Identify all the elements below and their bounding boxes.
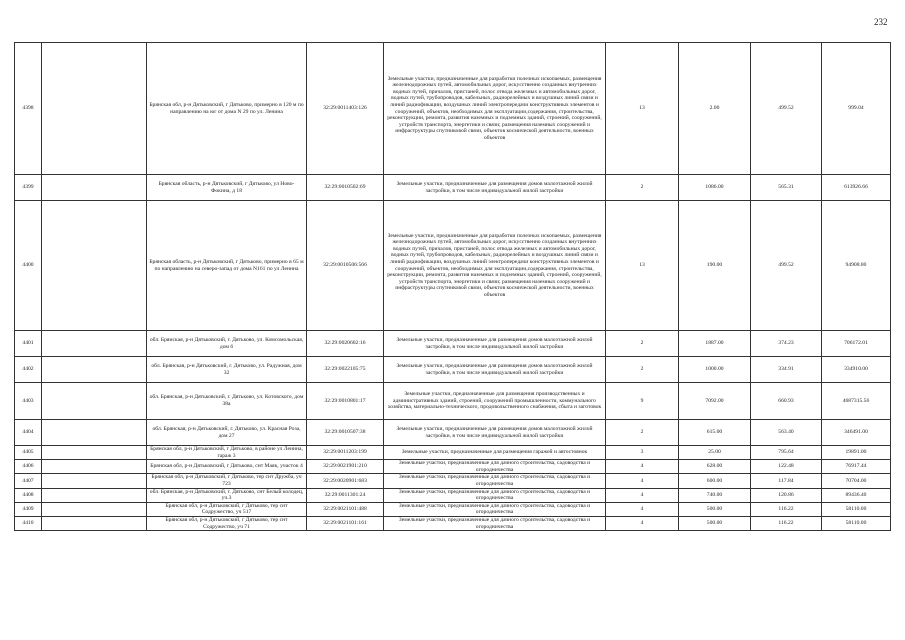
row-number-cell: 4401 <box>15 331 42 357</box>
permitted-use-cell: Земельные участки, предназначенные для размещения домов малоэтажной жилой застройки, в том числе индивидуальной жилой застройки <box>384 357 606 383</box>
permitted-use-cell: Земельные участки, предназначенные для дачного строительства, садоводства и огородничества <box>384 516 606 530</box>
cadastral-value-cell: 706172.01 <box>822 331 891 357</box>
table-row <box>15 474 891 488</box>
row-number-cell: 4398 <box>15 43 42 175</box>
table-row <box>15 460 891 474</box>
row-number-cell: 4402 <box>15 357 42 383</box>
row-number-cell: 4399 <box>15 175 42 201</box>
unit-value-cell: 117.84 <box>751 474 822 488</box>
cadastral-number-cell: 32:29:0020901:683 <box>307 474 384 488</box>
unit-value-cell: 334.91 <box>751 357 822 383</box>
cadastral-number-cell: 32:29:0021101:488 <box>307 502 384 516</box>
empty-cell <box>42 175 147 201</box>
area-cell: 500.00 <box>679 502 751 516</box>
land-registry-table <box>14 42 891 531</box>
cadastral-number-cell: 32:29:0011403:126 <box>307 43 384 175</box>
cadastral-number-cell: 32:29:0010507:38 <box>307 420 384 446</box>
empty-cell <box>42 357 147 383</box>
address-cell: обл. Брянская, р-н Дятьковский, г. Дятьково, ул. Радужная, дом 32 <box>147 357 307 383</box>
address-cell: обл. Брянская, р-н Дятьковский, г. Дятьково, ул. Котовского, дом 38а <box>147 383 307 420</box>
unit-value-cell: 499.52 <box>751 201 822 331</box>
permitted-use-cell: Земельные участки, предназначенные для дачного строительства, садоводства и огородничества <box>384 474 606 488</box>
permitted-use-cell: Земельные участки, предназначенные для дачного строительства, садоводства и огородничества <box>384 460 606 474</box>
table-row <box>15 357 891 383</box>
area-cell: 615.00 <box>679 420 751 446</box>
empty-cell <box>42 201 147 331</box>
row-number-cell: 4407 <box>15 474 42 488</box>
permitted-use-cell: Земельные участки, предназначенные для дачного строительства, садоводства и огородничества <box>384 488 606 502</box>
permitted-use-cell: Земельные участки, предназначенные для разработки полезных ископаемых, размещения железнодорожных путей, автомобильных дорог, искусственно созданных внутренних водных путей, причалов, пристаней, полос отвода железных и автомобильных дорог, водных путей, трубопроводов, кабельных, радиорелейных и воздушных линий связи и линий радиофикации, воздушных линий электропередачи конструктивных элементов и сооружений, объектов, необходимых для эксплуатации,содержания, строительства, реконструкции, ремонта, развития наземных и подземных зданий, строений, сооружений, устройств транспорта, энергетики и связи; размещения наземных сооружений и инфраструктуры спутниковой связи, объектов космической деятельности, военных объектов <box>384 43 606 175</box>
use-group-cell: 2 <box>606 331 679 357</box>
empty-cell <box>42 446 147 460</box>
cadastral-number-cell: 32:29:0022105:75 <box>307 357 384 383</box>
empty-cell <box>42 502 147 516</box>
use-group-cell: 13 <box>606 201 679 331</box>
cadastral-value-cell: 4687315.56 <box>822 383 891 420</box>
unit-value-cell: 499.52 <box>751 43 822 175</box>
address-cell: Брянская обл, р-н Дятьковский, г Дятьково, снт Маяк, участок 4 <box>147 460 307 474</box>
row-number-cell: 4404 <box>15 420 42 446</box>
cadastral-number-cell: 32:29:0010502:69 <box>307 175 384 201</box>
row-number-cell: 4410 <box>15 516 42 530</box>
table-row <box>15 201 891 331</box>
row-number-cell: 4405 <box>15 446 42 460</box>
unit-value-cell: 374.23 <box>751 331 822 357</box>
empty-cell <box>42 331 147 357</box>
cadastral-value-cell: 89436.40 <box>822 488 891 502</box>
table-row <box>15 43 891 175</box>
cadastral-number-cell: 32:29:0010801:17 <box>307 383 384 420</box>
table-row <box>15 488 891 502</box>
permitted-use-cell: Земельные участки, предназначенные для размещения домов малоэтажной жилой застройки, в том числе индивидуальной жилой застройки <box>384 420 606 446</box>
unit-value-cell: 565.31 <box>751 175 822 201</box>
address-cell: Брянская область, р-н Дятьковский, г Дятьково, примерно в 65 м по направлению на северо-запад от дома N161 по ул Ленина <box>147 201 307 331</box>
cadastral-value-cell: 346491.00 <box>822 420 891 446</box>
row-number-cell: 4408 <box>15 488 42 502</box>
unit-value-cell: 122.48 <box>751 460 822 474</box>
address-cell: Брянская обл, р-н Дятьковский, г Дятьково, тер снт Содружество, уч 71 <box>147 516 307 530</box>
row-number-cell: 4403 <box>15 383 42 420</box>
area-cell: 7092.00 <box>679 383 751 420</box>
cadastral-value-cell: 613926.66 <box>822 175 891 201</box>
address-cell: обл. Брянская, р-н Дятьковский, г. Дятьково, ул. Комсомольская, дом 6 <box>147 331 307 357</box>
address-cell: Брянская обл, р-н Дятьковский, г Дятьково, тер снт Содружество, уч 517 <box>147 502 307 516</box>
cadastral-number-cell: 32:29:0021901:210 <box>307 460 384 474</box>
table-row <box>15 383 891 420</box>
table-row <box>15 420 891 446</box>
unit-value-cell: 116.22 <box>751 516 822 530</box>
table-body <box>15 43 891 531</box>
empty-cell <box>42 516 147 530</box>
area-cell: 1887.00 <box>679 331 751 357</box>
empty-cell <box>42 488 147 502</box>
use-group-cell: 4 <box>606 460 679 474</box>
area-cell: 600.00 <box>679 474 751 488</box>
address-cell: Брянская область, р-н Дятьковский, г Дятьково, ул Ново-Фокина, д 18 <box>147 175 307 201</box>
area-cell: 628.00 <box>679 460 751 474</box>
area-cell: 1000.00 <box>679 357 751 383</box>
cadastral-number-cell: 32:29:0020602:16 <box>307 331 384 357</box>
row-number-cell: 4409 <box>15 502 42 516</box>
area-cell: 500.00 <box>679 516 751 530</box>
cadastral-value-cell: 94908.80 <box>822 201 891 331</box>
empty-cell <box>42 43 147 175</box>
permitted-use-cell: Земельные участки, предназначенные для размещения производственных и административных зданий, строений, сооружений промышленности, коммунального хозяйства, материально-технического, продовольственного снабжения, сбыта и заготовок <box>384 383 606 420</box>
address-cell: Брянская обл, р-н Дятьковский, г Дятьково, тер снт Дружба, уч 723 <box>147 474 307 488</box>
cadastral-value-cell: 999.04 <box>822 43 891 175</box>
empty-cell <box>42 460 147 474</box>
use-group-cell: 4 <box>606 502 679 516</box>
table-row <box>15 446 891 460</box>
cadastral-value-cell: 76917.44 <box>822 460 891 474</box>
permitted-use-cell: Земельные участки, предназначенные для дачного строительства, садоводства и огородничества <box>384 502 606 516</box>
use-group-cell: 4 <box>606 516 679 530</box>
address-cell: обл. Брянская, р-н Дятьковский, г. Дятьково, снт Белый колодец, уч.3 <box>147 488 307 502</box>
use-group-cell: 2 <box>606 420 679 446</box>
use-group-cell: 9 <box>606 383 679 420</box>
cadastral-value-cell: 58110.00 <box>822 502 891 516</box>
unit-value-cell: 116.22 <box>751 502 822 516</box>
area-cell: 25.00 <box>679 446 751 460</box>
row-number-cell: 4400 <box>15 201 42 331</box>
empty-cell <box>42 474 147 488</box>
table-row <box>15 175 891 201</box>
cadastral-number-cell: 32:29:0021101:161 <box>307 516 384 530</box>
row-number-cell: 4406 <box>15 460 42 474</box>
permitted-use-cell: Земельные участки, предназначенные для размещения гаражей и автостоянок <box>384 446 606 460</box>
unit-value-cell: 120.86 <box>751 488 822 502</box>
area-cell: 190.00 <box>679 201 751 331</box>
use-group-cell: 13 <box>606 43 679 175</box>
cadastral-value-cell: 19891.00 <box>822 446 891 460</box>
cadastral-number-cell: 32:29:0010506:566 <box>307 201 384 331</box>
area-cell: 740.00 <box>679 488 751 502</box>
permitted-use-cell: Земельные участки, предназначенные для разработки полезных ископаемых, размещения железнодорожных путей, автомобильных дорог, искусственно созданных внутренних водных путей, причалов, пристаней, полос отвода железных и автомобильных дорог, водных путей, трубопроводов, кабельных, радиорелейных и воздушных линий связи и линий радиофикации, воздушных линий электропередачи конструктивных элементов и сооружений, объектов, необходимых для эксплуатации,содержания, строительства, реконструкции, ремонта, развития наземных и подземных зданий, строений, сооружений, устройств транспорта, энергетики и связи; размещения наземных сооружений и инфраструктуры спутниковой связи, объектов космической деятельности, военных объектов <box>384 201 606 331</box>
permitted-use-cell: Земельные участки, предназначенные для размещения домов малоэтажной жилой застройки, в том числе индивидуальной жилой застройки <box>384 175 606 201</box>
use-group-cell: 2 <box>606 357 679 383</box>
table-row <box>15 502 891 516</box>
cadastral-value-cell: 334910.00 <box>822 357 891 383</box>
use-group-cell: 2 <box>606 175 679 201</box>
area-cell: 1086.00 <box>679 175 751 201</box>
table-row <box>15 516 891 530</box>
use-group-cell: 4 <box>606 474 679 488</box>
area-cell: 2.00 <box>679 43 751 175</box>
cadastral-value-cell: 70704.00 <box>822 474 891 488</box>
empty-cell <box>42 383 147 420</box>
empty-cell <box>42 420 147 446</box>
cadastral-number-cell: 32:29:0011301:24 <box>307 488 384 502</box>
page-number: 232 <box>874 17 888 27</box>
address-cell: Брянская обл, р-н Дятьковский, г Дятьково, примерно в 120 м по направлению на юг от дома N 29 по ул. Ленина <box>147 43 307 175</box>
unit-value-cell: 660.93 <box>751 383 822 420</box>
permitted-use-cell: Земельные участки, предназначенные для размещения домов малоэтажной жилой застройки, в том числе индивидуальной жилой застройки <box>384 331 606 357</box>
unit-value-cell: 795.64 <box>751 446 822 460</box>
address-cell: обл. Брянская, р-н Дятьковский, г. Дятьково, ул. Красная Роза, дом 27 <box>147 420 307 446</box>
use-group-cell: 4 <box>606 488 679 502</box>
cadastral-value-cell: 58110.00 <box>822 516 891 530</box>
address-cell: Брянская обл, р-н Дятьковский, г Дятьково, в районе ул Ленина, гараж 3 <box>147 446 307 460</box>
use-group-cell: 3 <box>606 446 679 460</box>
unit-value-cell: 563.40 <box>751 420 822 446</box>
table-row <box>15 331 891 357</box>
cadastral-number-cell: 32:29:0011203:199 <box>307 446 384 460</box>
